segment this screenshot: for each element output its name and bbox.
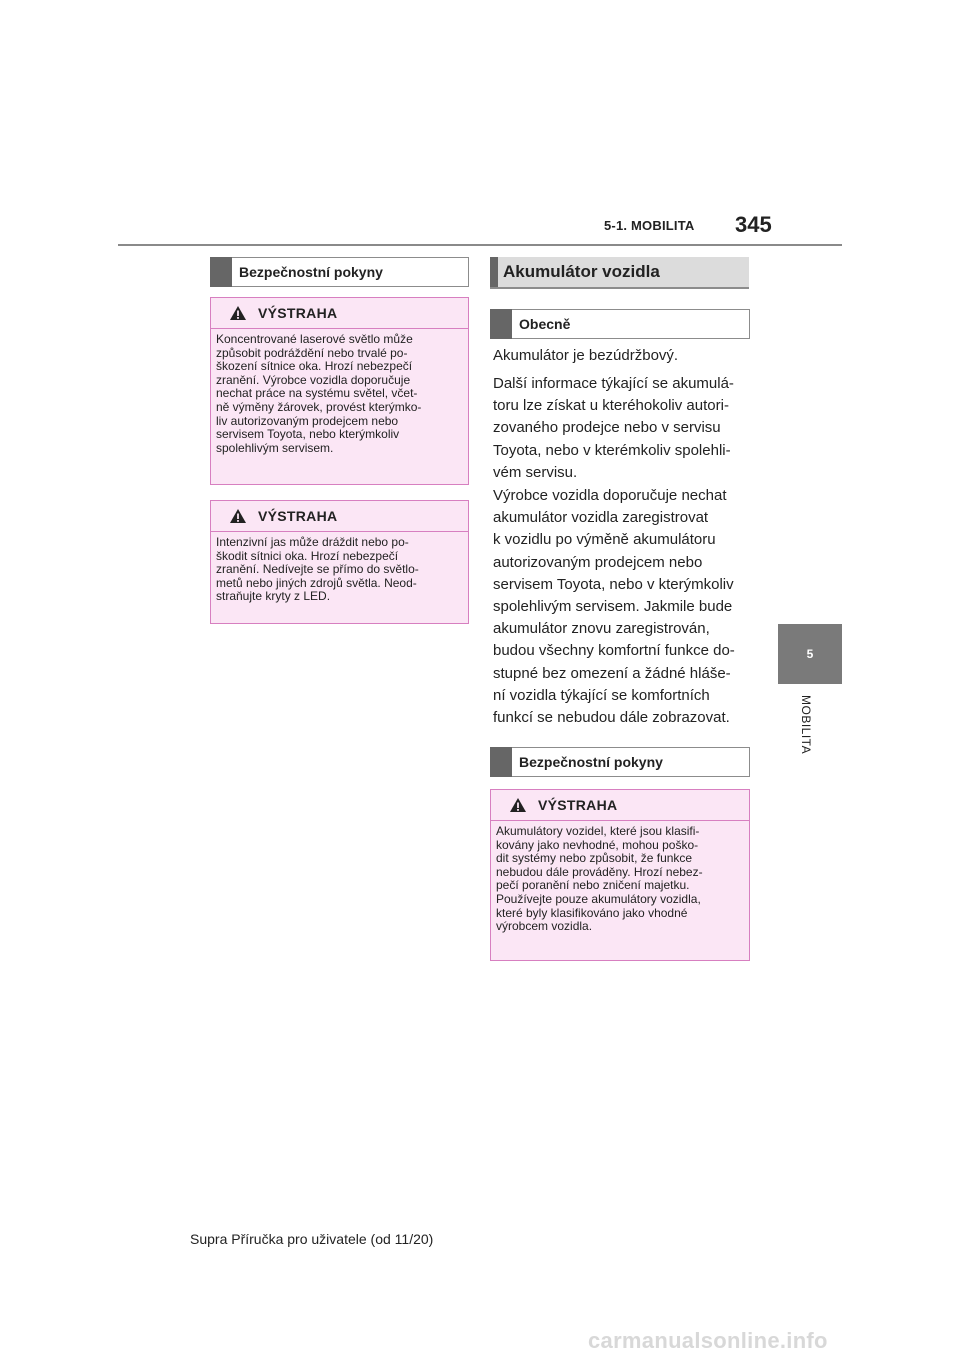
warning-text	[211, 329, 468, 455]
paragraph-maintenance	[493, 345, 678, 367]
warning-line: liv autorizovaným prodejcem nebo	[216, 413, 399, 428]
warning-line: zranění. Nedívejte se přímo do světlo-	[216, 562, 419, 577]
warning-triangle-icon	[229, 508, 247, 524]
warning-line: Akumulátory vozidel, které jsou klasifi-	[496, 824, 700, 838]
text-line: ní vozidla týkající se komfortních	[493, 686, 710, 704]
warning-box-laser	[210, 297, 469, 485]
text-line: vém servisu.	[493, 463, 578, 481]
warning-title: VÝSTRAHA	[538, 797, 618, 813]
heading-marker	[490, 257, 498, 287]
page-number: 345	[735, 212, 772, 237]
general-section-title: Obecně	[519, 316, 571, 332]
text-line: Toyota, nebo v kterémkoliv spolehli-	[493, 441, 731, 459]
text-line: k vozidlu po výměně akumulátoru	[493, 531, 716, 549]
page-footer: Supra Příručka pro uživatele (od 11/20)	[190, 1231, 434, 1247]
paragraph-registration	[493, 485, 735, 729]
text-line: funkcí se nebudou dále zobrazovat.	[493, 709, 730, 727]
text-line: Výrobce vozidla doporučuje nechat	[493, 487, 727, 504]
text-line: autorizovaným prodejcem nebo	[493, 553, 703, 571]
watermark: carmanualsonline.info	[588, 1328, 828, 1353]
warning-line: spolehlivým servisem.	[216, 440, 334, 455]
warning-line: dit systémy nebo způsobit, že funkce	[496, 851, 693, 866]
warning-triangle-icon	[229, 305, 247, 321]
warning-line: metů nebo jiných zdrojů světla. Neod-	[216, 575, 417, 590]
chapter-number: 5	[806, 647, 814, 661]
warning-header	[491, 790, 749, 821]
section-marker	[490, 747, 512, 777]
section-marker	[210, 257, 232, 287]
warning-line: Používejte pouze akumulátory vozidla,	[496, 891, 701, 906]
warning-line: servisem Toyota, nebo kterýmkoliv	[216, 427, 400, 442]
warning-line: Intenzivní jas může dráždit nebo po-	[216, 535, 409, 549]
warning-line: způsobit podráždění nebo trvalé po-	[216, 345, 408, 360]
warning-line: nebudou dále prováděny. Hrozí nebez-	[496, 864, 703, 879]
text-line: servisem Toyota, nebo v kterýmkoliv	[493, 575, 734, 593]
text-line: stupné bez omezení a žádné hláše-	[493, 664, 731, 682]
left-section-heading	[210, 257, 469, 287]
header-rule	[118, 244, 842, 246]
safety-section-heading	[490, 747, 750, 777]
running-header-section: 5-1. MOBILITA	[604, 218, 695, 233]
general-section-heading	[490, 309, 750, 339]
text-line: Akumulátor je bezúdržbový.	[493, 347, 679, 364]
warning-text	[211, 532, 468, 604]
main-heading	[490, 257, 749, 289]
warning-line: kovány jako nevhodné, mohou poško-	[496, 837, 699, 852]
left-section-title: Bezpečnostní pokyny	[239, 264, 383, 280]
section-marker	[490, 309, 512, 339]
warning-header	[211, 501, 468, 532]
warning-line: škození sítnice oka. Hrozí nebezpečí	[216, 359, 413, 374]
warning-line: které byly klasifikováno jako vhodné	[496, 905, 688, 920]
text-line: zovaného prodejce nebo v servisu	[493, 419, 721, 437]
main-heading-title: Akumulátor vozidla	[503, 262, 660, 281]
warning-line: Koncentrované laserové světlo může	[216, 332, 413, 346]
warning-line: škodit sítnici oka. Hrozí nebezpečí	[216, 548, 399, 563]
warning-line: ně výměny žárovek, provést kterýmko-	[216, 399, 422, 414]
warning-line: pečí poranění nebo zničení majetku.	[496, 878, 690, 893]
text-line: toru lze získat u kteréhokoliv autori-	[493, 397, 729, 415]
warning-box-brightness	[210, 500, 469, 624]
warning-box-battery	[490, 789, 750, 961]
text-line: Další informace týkající se akumulá-	[493, 375, 734, 392]
text-line: akumulátor vozidla zaregistrovat	[493, 509, 709, 527]
warning-header	[211, 298, 468, 329]
warning-title: VÝSTRAHA	[258, 305, 338, 321]
warning-title: VÝSTRAHA	[258, 508, 338, 524]
text-line: budou všechny komfortní funkce do-	[493, 642, 735, 660]
text-line: spolehlivým servisem. Jakmile bude	[493, 598, 733, 616]
warning-triangle-icon	[509, 797, 527, 813]
paragraph-info	[493, 373, 734, 484]
text-line: akumulátor znovu zaregistrován,	[493, 620, 710, 638]
chapter-tab	[778, 624, 842, 684]
chapter-tab-label: MOBILITA	[799, 695, 813, 755]
warning-line: straňujte kryty z LED.	[216, 589, 331, 604]
warning-text	[491, 821, 749, 934]
warning-line: výrobcem vozidla.	[496, 919, 593, 934]
warning-line: zranění. Výrobce vozidla doporučuje	[216, 372, 411, 387]
warning-line: nechat práce na systému světel, včet-	[216, 386, 418, 401]
safety-section-title: Bezpečnostní pokyny	[519, 754, 663, 770]
